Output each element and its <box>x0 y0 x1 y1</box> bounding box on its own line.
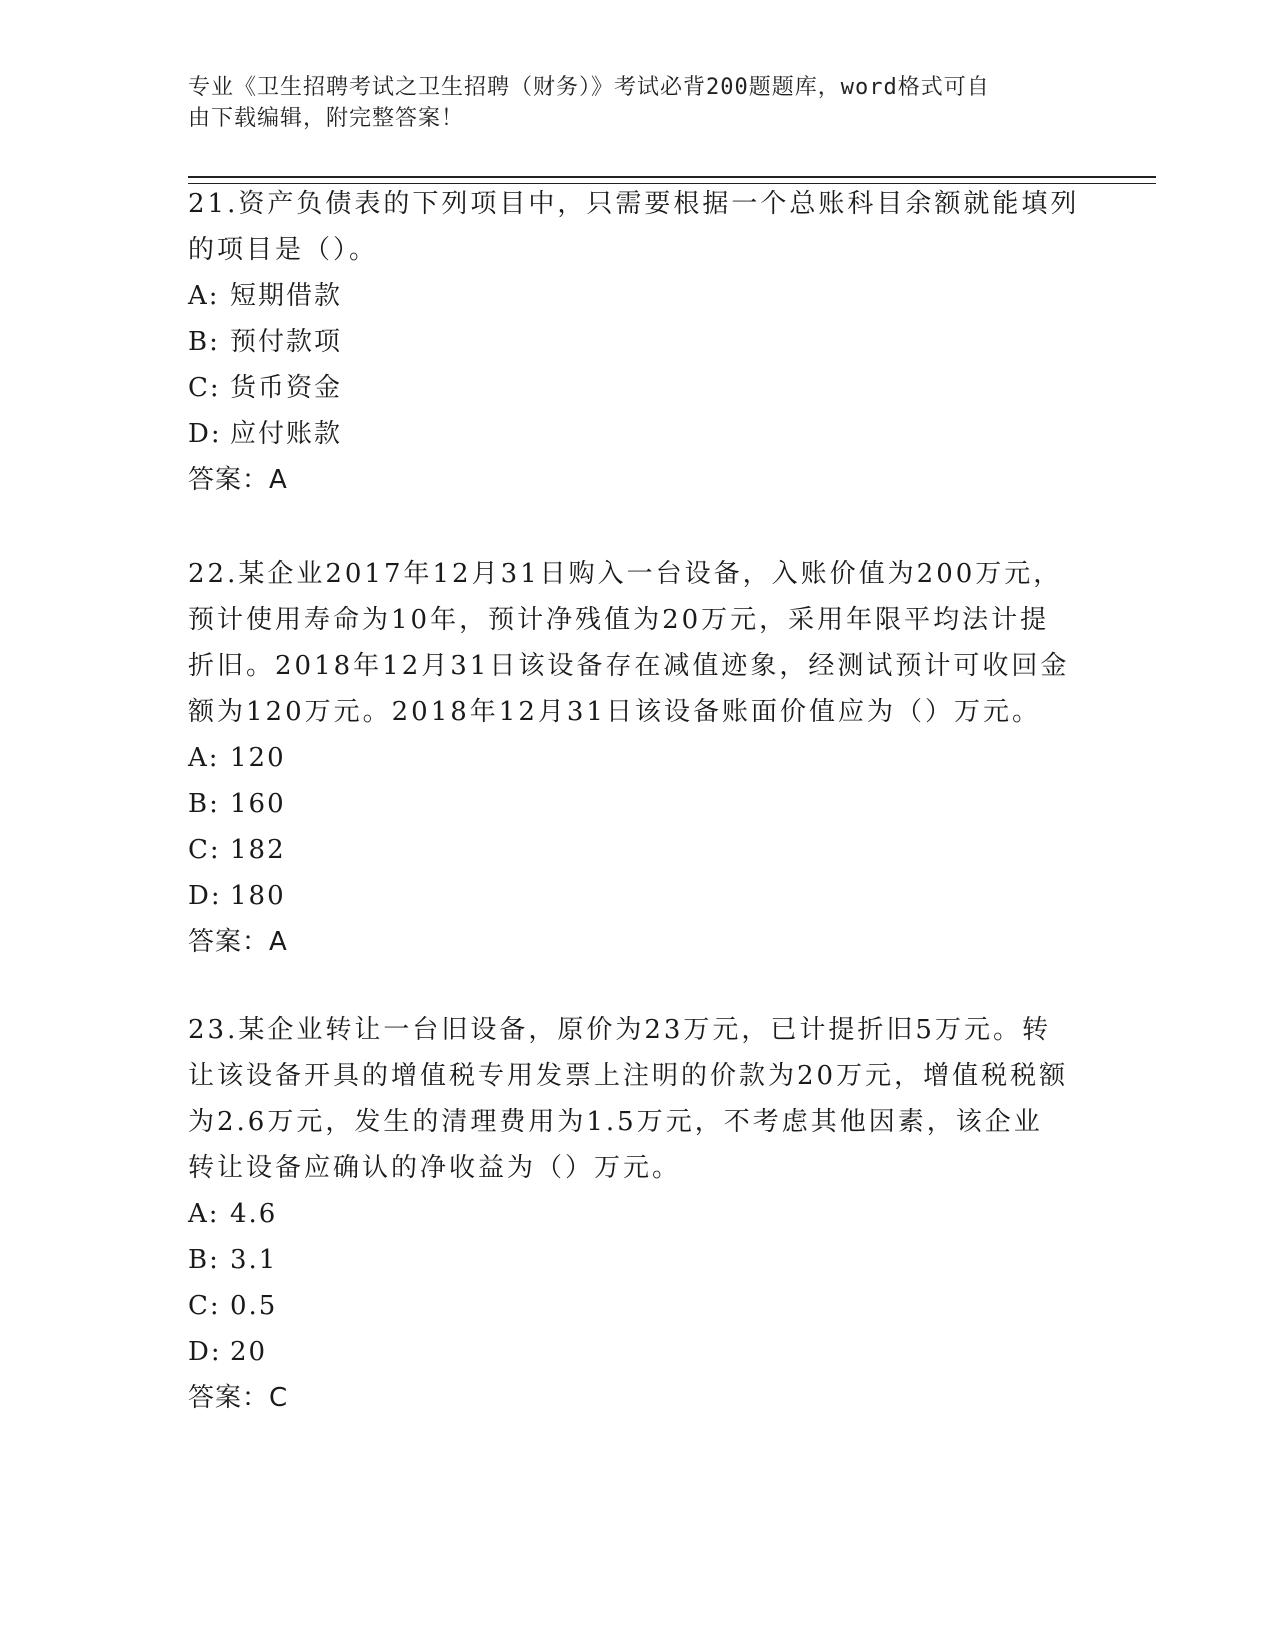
document-header <box>188 72 1068 134</box>
option-text: 182 <box>230 835 286 865</box>
question-text-line: 预计使用寿命为10年，预计净残值为20万元，采用年限平均法计提 <box>188 605 1050 635</box>
option-letter: B: <box>188 1245 220 1275</box>
question-text-line: 转让设备应确认的净收益为（）万元。 <box>188 1153 682 1183</box>
option-text: 4.6 <box>230 1199 278 1229</box>
option-text: 160 <box>230 789 286 819</box>
option-d <box>188 873 1088 919</box>
question-text-line: 让该设备开具的增值税专用发票上注明的价款为20万元，增值税税额 <box>188 1061 1069 1091</box>
option-c <box>188 827 1088 873</box>
option-b <box>188 319 1088 365</box>
answer-line: 答案：C <box>188 1383 289 1413</box>
option-b <box>188 781 1088 827</box>
question-text-line: 21.资产负债表的下列项目中，只需要根据一个总账科目余额就能填列 <box>188 189 1080 219</box>
question-text-line: 23.某企业转让一台旧设备，原价为23万元，已计提折旧5万元。转 <box>188 1015 1051 1045</box>
option-c <box>188 365 1088 411</box>
question-text-line: 22.某企业2017年12月31日购入一台设备，入账价值为200万元， <box>188 559 1063 589</box>
option-letter: D: <box>188 881 222 911</box>
header-line-2: 由下载编辑，附完整答案！ <box>188 106 465 131</box>
option-letter: C: <box>188 373 221 403</box>
option-text: 180 <box>230 881 286 911</box>
question-text-line: 折旧。2018年12月31日该设备存在减值迹象，经测试预计可收回金 <box>188 651 1070 681</box>
option-a <box>188 1191 1088 1237</box>
header-divider-thick <box>188 176 1156 178</box>
option-text: 短期借款 <box>230 281 343 311</box>
option-text: 预付款项 <box>230 327 343 357</box>
option-letter: A: <box>188 1199 220 1229</box>
option-text: 应付账款 <box>230 419 343 449</box>
option-text: 3.1 <box>230 1245 278 1275</box>
option-text: 120 <box>230 743 286 773</box>
question-text-line: 为2.6万元，发生的清理费用为1.5万元，不考虑其他因素，该企业 <box>188 1107 1043 1137</box>
question-text-line: 额为120万元。2018年12月31日该设备账面价值应为（）万元。 <box>188 697 1041 727</box>
option-text: 20 <box>230 1337 268 1367</box>
option-letter: C: <box>188 1291 221 1321</box>
question-23 <box>188 1007 1088 1421</box>
option-b <box>188 1237 1088 1283</box>
option-d <box>188 411 1088 457</box>
option-letter: D: <box>188 1337 222 1367</box>
option-letter: D: <box>188 419 222 449</box>
option-text: 货币资金 <box>230 373 343 403</box>
answer-line: 答案：A <box>188 465 288 495</box>
answer-line: 答案：A <box>188 927 288 957</box>
question-text-line: 的项目是（）。 <box>188 235 379 265</box>
option-a <box>188 735 1088 781</box>
question-22 <box>188 551 1088 965</box>
option-c <box>188 1283 1088 1329</box>
option-letter: B: <box>188 789 220 819</box>
option-letter: A: <box>188 281 220 311</box>
question-21 <box>188 181 1088 503</box>
option-letter: A: <box>188 743 220 773</box>
header-line-1: 专业《卫生招聘考试之卫生招聘（财务）》考试必背200题题库，word格式可自 <box>188 75 990 100</box>
option-letter: C: <box>188 835 221 865</box>
option-a <box>188 273 1088 319</box>
option-letter: B: <box>188 327 220 357</box>
option-text: 0.5 <box>230 1291 278 1321</box>
option-d <box>188 1329 1088 1375</box>
